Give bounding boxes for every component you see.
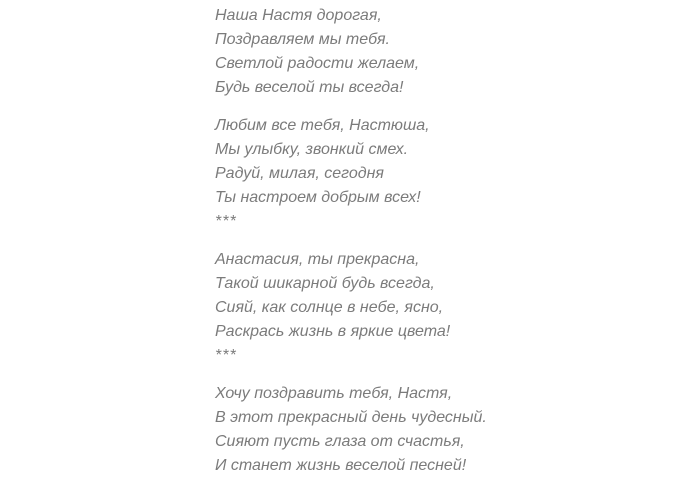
poem-line: Сияют пусть глаза от счастья, bbox=[215, 433, 465, 450]
stanza-separator: *** bbox=[215, 213, 237, 230]
stanza-separator: *** bbox=[215, 347, 237, 364]
poem-line: Радуй, милая, сегодня bbox=[215, 165, 384, 182]
stanza-4 bbox=[215, 382, 688, 478]
poem-line: Ты настроем добрым всех! bbox=[215, 189, 421, 206]
poem-line: Хочу поздравить тебя, Настя, bbox=[215, 385, 453, 402]
poem-line: Будь веселой ты всегда! bbox=[215, 79, 404, 96]
poem-line: В этот прекрасный день чудесный. bbox=[215, 409, 487, 426]
poem-line: Анастасия, ты прекрасна, bbox=[215, 251, 420, 268]
poem-line: Светлой радости желаем, bbox=[215, 55, 420, 72]
poem-line: Сияй, как солнце в небе, ясно, bbox=[215, 299, 444, 316]
stanza-3 bbox=[215, 248, 688, 368]
poem-line: И станет жизнь веселой песней! bbox=[215, 457, 467, 474]
poem-line: Любим все тебя, Настюша, bbox=[215, 117, 430, 134]
poem-line: Такой шикарной будь всегда, bbox=[215, 275, 435, 292]
poem-line: Раскрась жизнь в яркие цвета! bbox=[215, 323, 451, 340]
poem-line: Наша Настя дорогая, bbox=[215, 7, 382, 24]
stanza-2 bbox=[215, 114, 688, 234]
poem-line: Мы улыбку, звонкий смех. bbox=[215, 141, 409, 158]
stanza-1 bbox=[215, 4, 688, 100]
poem-line: Поздравляем мы тебя. bbox=[215, 31, 390, 48]
